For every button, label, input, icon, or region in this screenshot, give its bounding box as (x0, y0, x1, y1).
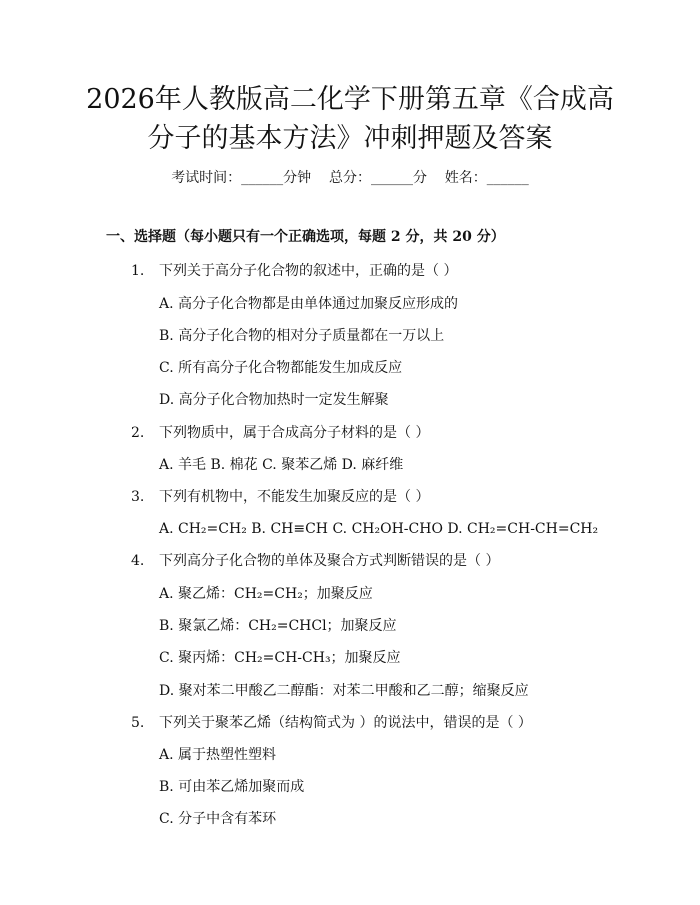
question-1-option-a: A. 高分子化合物都是由单体通过加聚反应形成的 (159, 296, 459, 312)
question-2-options: A. 羊毛 B. 棉花 C. 聚苯乙烯 D. 麻纤维 (159, 457, 404, 473)
question-stem: 下列物质中，属于合成高分子材料的是（ ） (159, 425, 430, 441)
question-number: 3. (131, 489, 145, 505)
question-2 (131, 423, 429, 443)
question-5-option-c: C. 分子中含有苯环 (159, 811, 277, 827)
question-stem: 下列关于高分子化合物的叙述中，正确的是（ ） (159, 263, 458, 279)
section-heading-multiple-choice: 一、选择题（每小题只有一个正确选项，每题 2 分，共 20 分） (106, 229, 505, 245)
question-number: 5. (131, 715, 145, 731)
question-1-option-d: D. 高分子化合物加热时一定发生解聚 (159, 392, 389, 408)
question-5-option-a: A. 属于热塑性塑料 (159, 747, 277, 763)
question-4-option-d: D. 聚对苯二甲酸乙二醇酯：对苯二甲酸和乙二醇；缩聚反应 (159, 683, 529, 699)
question-5 (131, 713, 532, 733)
question-4 (131, 551, 499, 571)
question-5-option-b: B. 可由苯乙烯加聚而成 (159, 779, 305, 795)
question-1-option-c: C. 所有高分子化合物都能发生加成反应 (159, 360, 403, 376)
question-number: 1. (131, 263, 145, 279)
question-3 (131, 487, 429, 507)
question-stem: 下列关于聚苯乙烯（结构简式为 ）的说法中，错误的是（ ） (159, 715, 532, 731)
question-number: 2. (131, 425, 145, 441)
document-title-line-2: 分子的基本方法》冲刺押题及答案 (147, 123, 553, 154)
question-1-option-b: B. 高分子化合物的相对分子质量都在一万以上 (159, 328, 445, 344)
question-4-option-c: C. 聚丙烯：CH₂=CH-CH₃；加聚反应 (159, 650, 401, 666)
question-stem: 下列高分子化合物的单体及聚合方式判断错误的是（ ） (159, 553, 500, 569)
exam-info-line: 考试时间：______分钟 总分：______分 姓名：______ (171, 170, 529, 186)
question-stem: 下列有机物中，不能发生加聚反应的是（ ） (159, 489, 430, 505)
question-number: 4. (131, 553, 145, 569)
question-4-option-b: B. 聚氯乙烯：CH₂=CHCl；加聚反应 (159, 618, 397, 634)
question-1 (131, 261, 457, 281)
question-3-options: A. CH₂=CH₂ B. CH≡CH C. CH₂OH-CHO D. CH₂=CH-CH=CH₂ (159, 521, 599, 537)
question-4-option-a: A. 聚乙烯：CH₂=CH₂；加聚反应 (159, 586, 373, 602)
document-title-line-1: 2026年人教版高二化学下册第五章《合成高 (86, 84, 614, 115)
